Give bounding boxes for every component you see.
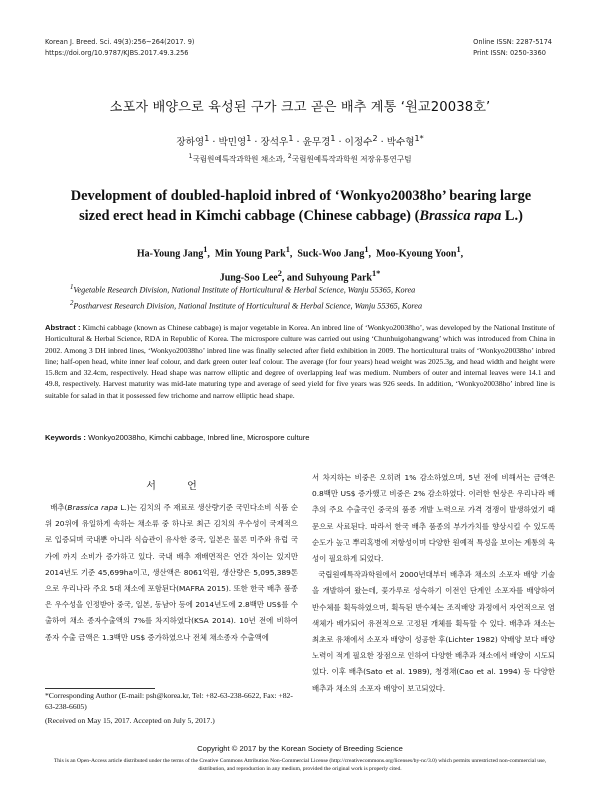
online-issn: Online ISSN: 2287-5174 <box>473 38 552 46</box>
author: 박민영 <box>218 137 247 149</box>
copyright-notice: Copyright © 2017 by the Korean Society of Breeding Science <box>197 744 403 753</box>
korean-affiliations: $^1$국립원예특작과학원 채소과, $^2$국립원예특작과학원 저장유통연구팀 <box>188 153 412 164</box>
section-heading: 서 언 <box>146 481 211 492</box>
journal-line: Korean J. Breed. Sci. 49(3):256~264(2017. 9) <box>45 38 195 46</box>
keywords-text: Wonkyo20038ho, Kimchi cabbage, Inbred line, Microspore culture <box>88 433 310 442</box>
english-affiliations: $^1$Vegetable Research Division, National Institute of Horticultural & Herbal Science, Wanju 55365, Korea $^2$Postharvest Research Division, National Institute of Horticultural & Herbal Science, Wanju 55365, Korea <box>70 284 423 311</box>
keywords-label: Keywords : <box>45 433 86 442</box>
license-notice: This is an Open-Access article distributed under the terms of the Creative Commons Attribution Non-Commercial License (http://creativecommons.org/licenses/by-nc/3.0) which permits unrestricted non-commercial use, distribution, and reproduction in any medium, provided the original work is properly cited. <box>53 758 547 772</box>
abstract-text: Kimchi cabbage (known as Chinese cabbage) is major vegetable in Korea. An inbred line of ‘Wonkyo20038ho’, was developed by the National Institute of Horticultural & Herbal Science, RDA in Republic of Korea. The microspore culture was carried out using ‘Chunhuigohangwang’ which was introduced from China in 2002. Among 3 DH inbred lines, ‘Wonkyo20038ho’ inbred line was finally selected after field exhibition in 2009. The horticultural traits of ‘Wonkyo20038ho’ inbred line; half-open head, white inner leaf colour, and dark green outer leaf colour. The average (for four years) head weight was 2025.3g, and head width and height were 15.8cm and 32.4cm, respectively. Head shape was narrow elliptic and degree of overlapping leaf was medium. Numbers of outer and internal leaves were 14.1 and 49.8, respectively. Harvest maturity was mid-late maturing type and average of seed yield for five years was 926 seeds. In addition, ‘Wonkyo20038ho’ inbred line is suitable for salad in that it possessed few trichome and narrow elliptic head shape. <box>45 323 555 400</box>
keywords <box>45 433 555 442</box>
doi-link[interactable]: https://doi.org/10.9787/KJBS.2017.49.3.256 <box>45 49 189 57</box>
corresponding-author: *Corresponding Author (E-mail: psh@korea.kr, Tel: +82-63-238-6622, Fax: +82-63-238-6605) <box>45 691 293 711</box>
author: 윤무경 <box>302 137 331 149</box>
author: 장하영 <box>176 137 205 149</box>
paragraph: 국립원예특작과학원에서 2000년대부터 배추과 채소의 소포자 배양 기술을 개발하여 왔는데, 꽃가루로 성숙하기 이전인 단계인 소포자를 배양하여 반수체를 획득하였으며, 획득된 반수체는 조직배양 과정에서 자연적으로 염색체가 배가되어 유전적으로 고정된 개체를 획득할 수 있다. 배추과 채소는 최초로 유채에서 소포자 배양이 성공한 후(Lichter 1982) 약배양 보다 배양 노력이 적게 필요한 장점으로 인하여 다양한 배추과 채소에서 배양이 시도되었다. 이후 배추(Sato et al. 1989), 청경채(Cao et al. 1994) 등 다양한 배추과 채소의 소포자 배양이 보고되었다. <box>312 570 556 693</box>
journal-citation <box>45 37 194 59</box>
received-dates: (Received on May 15, 2017. Accepted on July 5, 2017.) <box>45 716 215 725</box>
species-name: Brassica rapa <box>419 208 502 224</box>
korean-authors: 장하영$^1$ · 박민영$^1$ · 장석우$^1$ · 윤무경$^1$ · 이정수$^2$ · 박수형$^{1*}$ <box>176 134 424 149</box>
english-authors: Ha-Young Jang$^1$, Min Young Park$^1$, Suck-Woo Jang$^1$, Moo-Kyoung Yoon$^1$, Jung-Soo Lee$^2$, and Suhyoung Park$^{1*}$ <box>136 245 464 284</box>
abstract-label: Abstract : <box>45 323 81 332</box>
author: 이정수 <box>344 137 373 149</box>
abstract <box>45 322 555 401</box>
korean-title: 소포자 배양으로 육성된 구가 크고 곧은 배추 계통 ‘원교20038호’ <box>109 100 491 115</box>
body-right-column <box>312 470 555 697</box>
body-left-column <box>45 500 298 646</box>
issn-block <box>473 37 552 59</box>
author: 장석우 <box>260 137 289 149</box>
footnote-divider <box>45 688 155 689</box>
english-title: Development of doubled-haploid inbred of ‘Wonkyo20038ho’ bearing large sized erect head in Kimchi cabbage (Chinese cabbage) (Brassica rapa L.) <box>70 188 532 224</box>
paragraph: 배추(Brassica rapa L.)는 김치의 주 재료로 생산량기준 국민다소비 식품 순위 20위에 유일하게 속하는 채소류 중 하나로 최근 김치의 우수성이 국제적으로 입증되며 국내뿐 아니라 식습관이 유사한 중국, 일본은 물론 미주와 유럽 국가에 까지 소비가 증가하고 있다. 국내 배추 재배면적은 연간 차이는 있지만 2014년도 기준 45,699ha이고, 생산액은 8061억원, 생산량은 5,095,389톤으로 우리나라 주요 5대 채소에 포함된다(MAFRA 2015). 또한 한국 배추 품종은 우수성을 인정받아 중국, 일본, 동남아 등에 2014년도에 2.8백만 US$를 수출하여 채소 종자수출액의 7%를 차지하였다(KSA 2014). 10년 전에 비하여 종자 수출 금액은 1.3백만 US$ 증가하였으나 전체 채소종자 수출액에 <box>45 503 298 642</box>
print-issn: Print ISSN: 0250-3360 <box>473 49 546 57</box>
paragraph: 서 차지하는 비중은 오히려 1% 감소하였으며, 5년 전에 비해서는 금액은 0.8백만 US$ 증가했고 비중은 2% 감소하였다. 이러한 현상은 우리나라 배추의 주요 수출국인 중국의 품종 개발 노력으로 가격 경쟁이 발생하였기 때문으로 사료된다. 따라서 한국 배추 품종의 부가가치를 향상시킬 수 있도록 순도가 높고 뿌리혹병에 저항성이며 다양한 원예적 특성을 보이는 계통의 육성이 필요하게 되었다. <box>312 473 555 564</box>
author: 박수형 <box>386 137 415 149</box>
